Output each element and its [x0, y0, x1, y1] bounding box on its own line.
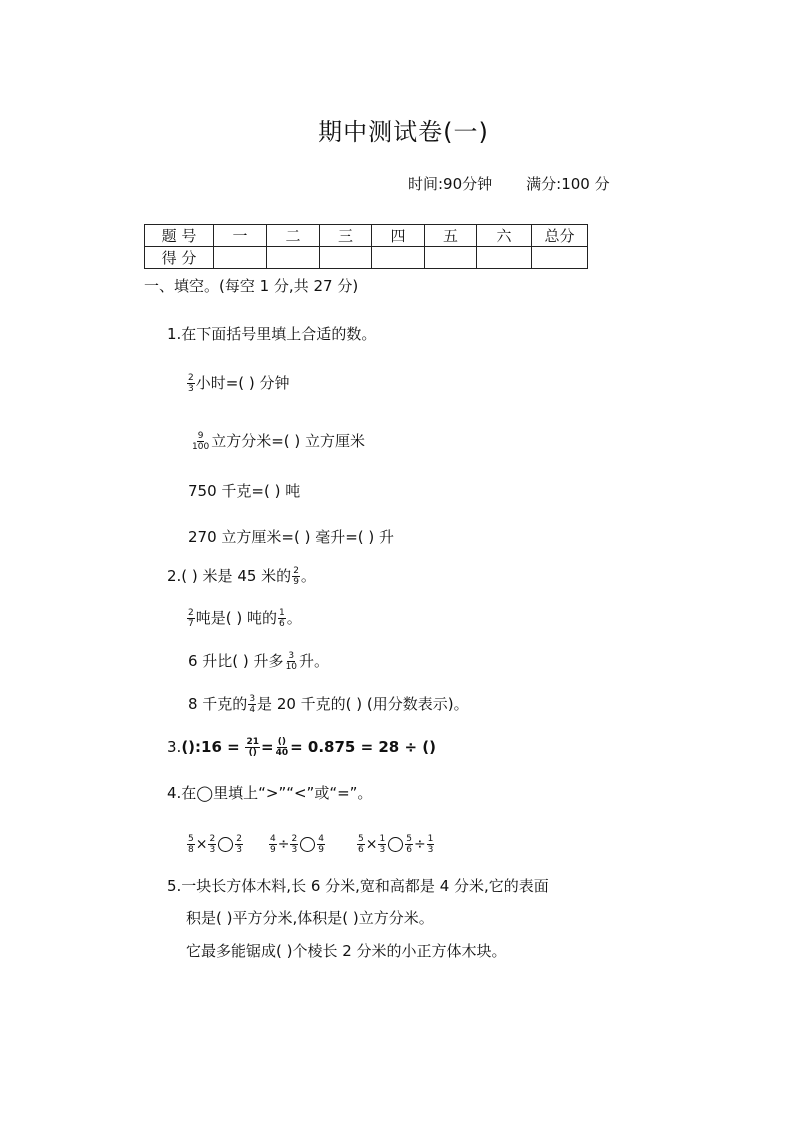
fraction: $\frac{3}{10}$ — [285, 651, 298, 672]
fraction: $\frac{3}{4}$ — [249, 694, 256, 715]
full-score: 满分:100 分 — [526, 175, 610, 193]
score-cell[interactable] — [267, 247, 320, 269]
table-cell: 六 — [477, 225, 532, 247]
question-1-stem: 1.在下面括号里填上合适的数。 — [167, 325, 377, 343]
section-heading: 一、填空。(每空 1 分,共 27 分) — [144, 277, 359, 295]
fraction: $\frac{()}{40}$ — [275, 737, 289, 758]
fraction: $\frac{21}{()}$ — [246, 737, 259, 758]
fraction: $\frac{1}{6}$ — [278, 608, 285, 629]
compare-circle[interactable] — [300, 837, 315, 852]
question-5-line-1: 5.一块长方体木料,长 6 分米,宽和高都是 4 分米,它的表面 — [167, 877, 549, 895]
compare-circle[interactable] — [218, 837, 233, 852]
time-limit: 时间:90分钟 — [408, 175, 493, 193]
question-2b: $\frac{2}{7}$ 吨是( ) 吨的 $\frac{1}{6}$ 。 — [188, 608, 302, 629]
fraction: $\frac{2}{7}$ — [188, 608, 194, 629]
compare-circle[interactable] — [388, 837, 403, 852]
score-cell[interactable] — [425, 247, 477, 269]
score-cell[interactable] — [532, 247, 588, 269]
fraction: $\frac{4}{9}$ — [318, 834, 324, 855]
table-cell: 一 — [214, 225, 267, 247]
fraction: $\frac{2}{9}$ — [293, 566, 299, 587]
score-table — [144, 224, 588, 269]
fraction: $\frac{5}{6}$ — [358, 834, 364, 855]
page-title: 期中测试卷(一) — [318, 118, 489, 146]
question-1b: $\frac{9}{100}$ 立方分米=( ) 立方厘米 — [192, 431, 365, 452]
fraction: $\frac{5}{8}$ — [188, 834, 194, 855]
fraction: $\frac{9}{100}$ — [192, 431, 210, 452]
score-table-score-row — [145, 247, 588, 269]
fraction: $\frac{5}{6}$ — [406, 834, 412, 855]
question-1c: 750 千克=( ) 吨 — [188, 482, 301, 500]
table-cell: 题 号 — [145, 225, 214, 247]
question-3: 3.():16 = $\frac{21}{()}$ = $\frac{()}{40}$ = 0.875 = 28 ÷ () — [167, 737, 436, 758]
score-table-header-row — [145, 225, 588, 247]
table-cell: 总分 — [532, 225, 588, 247]
fraction: $\frac{2}{3}$ — [188, 373, 194, 394]
exam-meta — [408, 173, 610, 194]
question-4-expr-2: $\frac{4}{9}$ ÷ $\frac{2}{3}$ $\frac{4}{9}$ — [270, 834, 324, 855]
question-5-line-3: 它最多能锯成( )个棱长 2 分米的小正方体木块。 — [186, 942, 507, 960]
question-4-expr-1: $\frac{5}{8}$ × $\frac{2}{3}$ $\frac{2}{3}$ — [188, 834, 242, 855]
score-cell[interactable] — [320, 247, 372, 269]
question-4-expr-3: $\frac{5}{6}$ × $\frac{1}{3}$ $\frac{5}{6}$ ÷ $\frac{1}{3}$ — [358, 834, 434, 855]
score-cell[interactable] — [372, 247, 425, 269]
table-cell: 二 — [267, 225, 320, 247]
table-cell: 五 — [425, 225, 477, 247]
fraction: $\frac{1}{3}$ — [379, 834, 386, 855]
question-2c: 6 升比( ) 升多 $\frac{3}{10}$ 升。 — [188, 651, 330, 672]
fraction: $\frac{2}{3}$ — [291, 834, 298, 855]
table-cell: 得 分 — [145, 247, 214, 269]
table-cell: 四 — [372, 225, 425, 247]
question-4-stem: 4.在◯里填上“>”“<”或“=”。 — [167, 784, 373, 802]
fraction: $\frac{2}{3}$ — [236, 834, 242, 855]
table-cell: 三 — [320, 225, 372, 247]
question-2a: 2.( ) 米是 45 米的 $\frac{2}{9}$ 。 — [167, 566, 316, 587]
fraction: $\frac{1}{3}$ — [427, 834, 434, 855]
question-5-line-2: 积是( )平方分米,体积是( )立方分米。 — [186, 909, 434, 927]
score-cell[interactable] — [477, 247, 532, 269]
question-1a: $\frac{2}{3}$ 小时=( ) 分钟 — [188, 373, 290, 394]
score-cell[interactable] — [214, 247, 267, 269]
question-2d: 8 千克的 $\frac{3}{4}$ 是 20 千克的( ) (用分数表示)。 — [188, 694, 469, 715]
question-1d: 270 立方厘米=( ) 毫升=( ) 升 — [188, 528, 395, 546]
fraction: $\frac{4}{9}$ — [270, 834, 276, 855]
fraction: $\frac{2}{3}$ — [209, 834, 216, 855]
